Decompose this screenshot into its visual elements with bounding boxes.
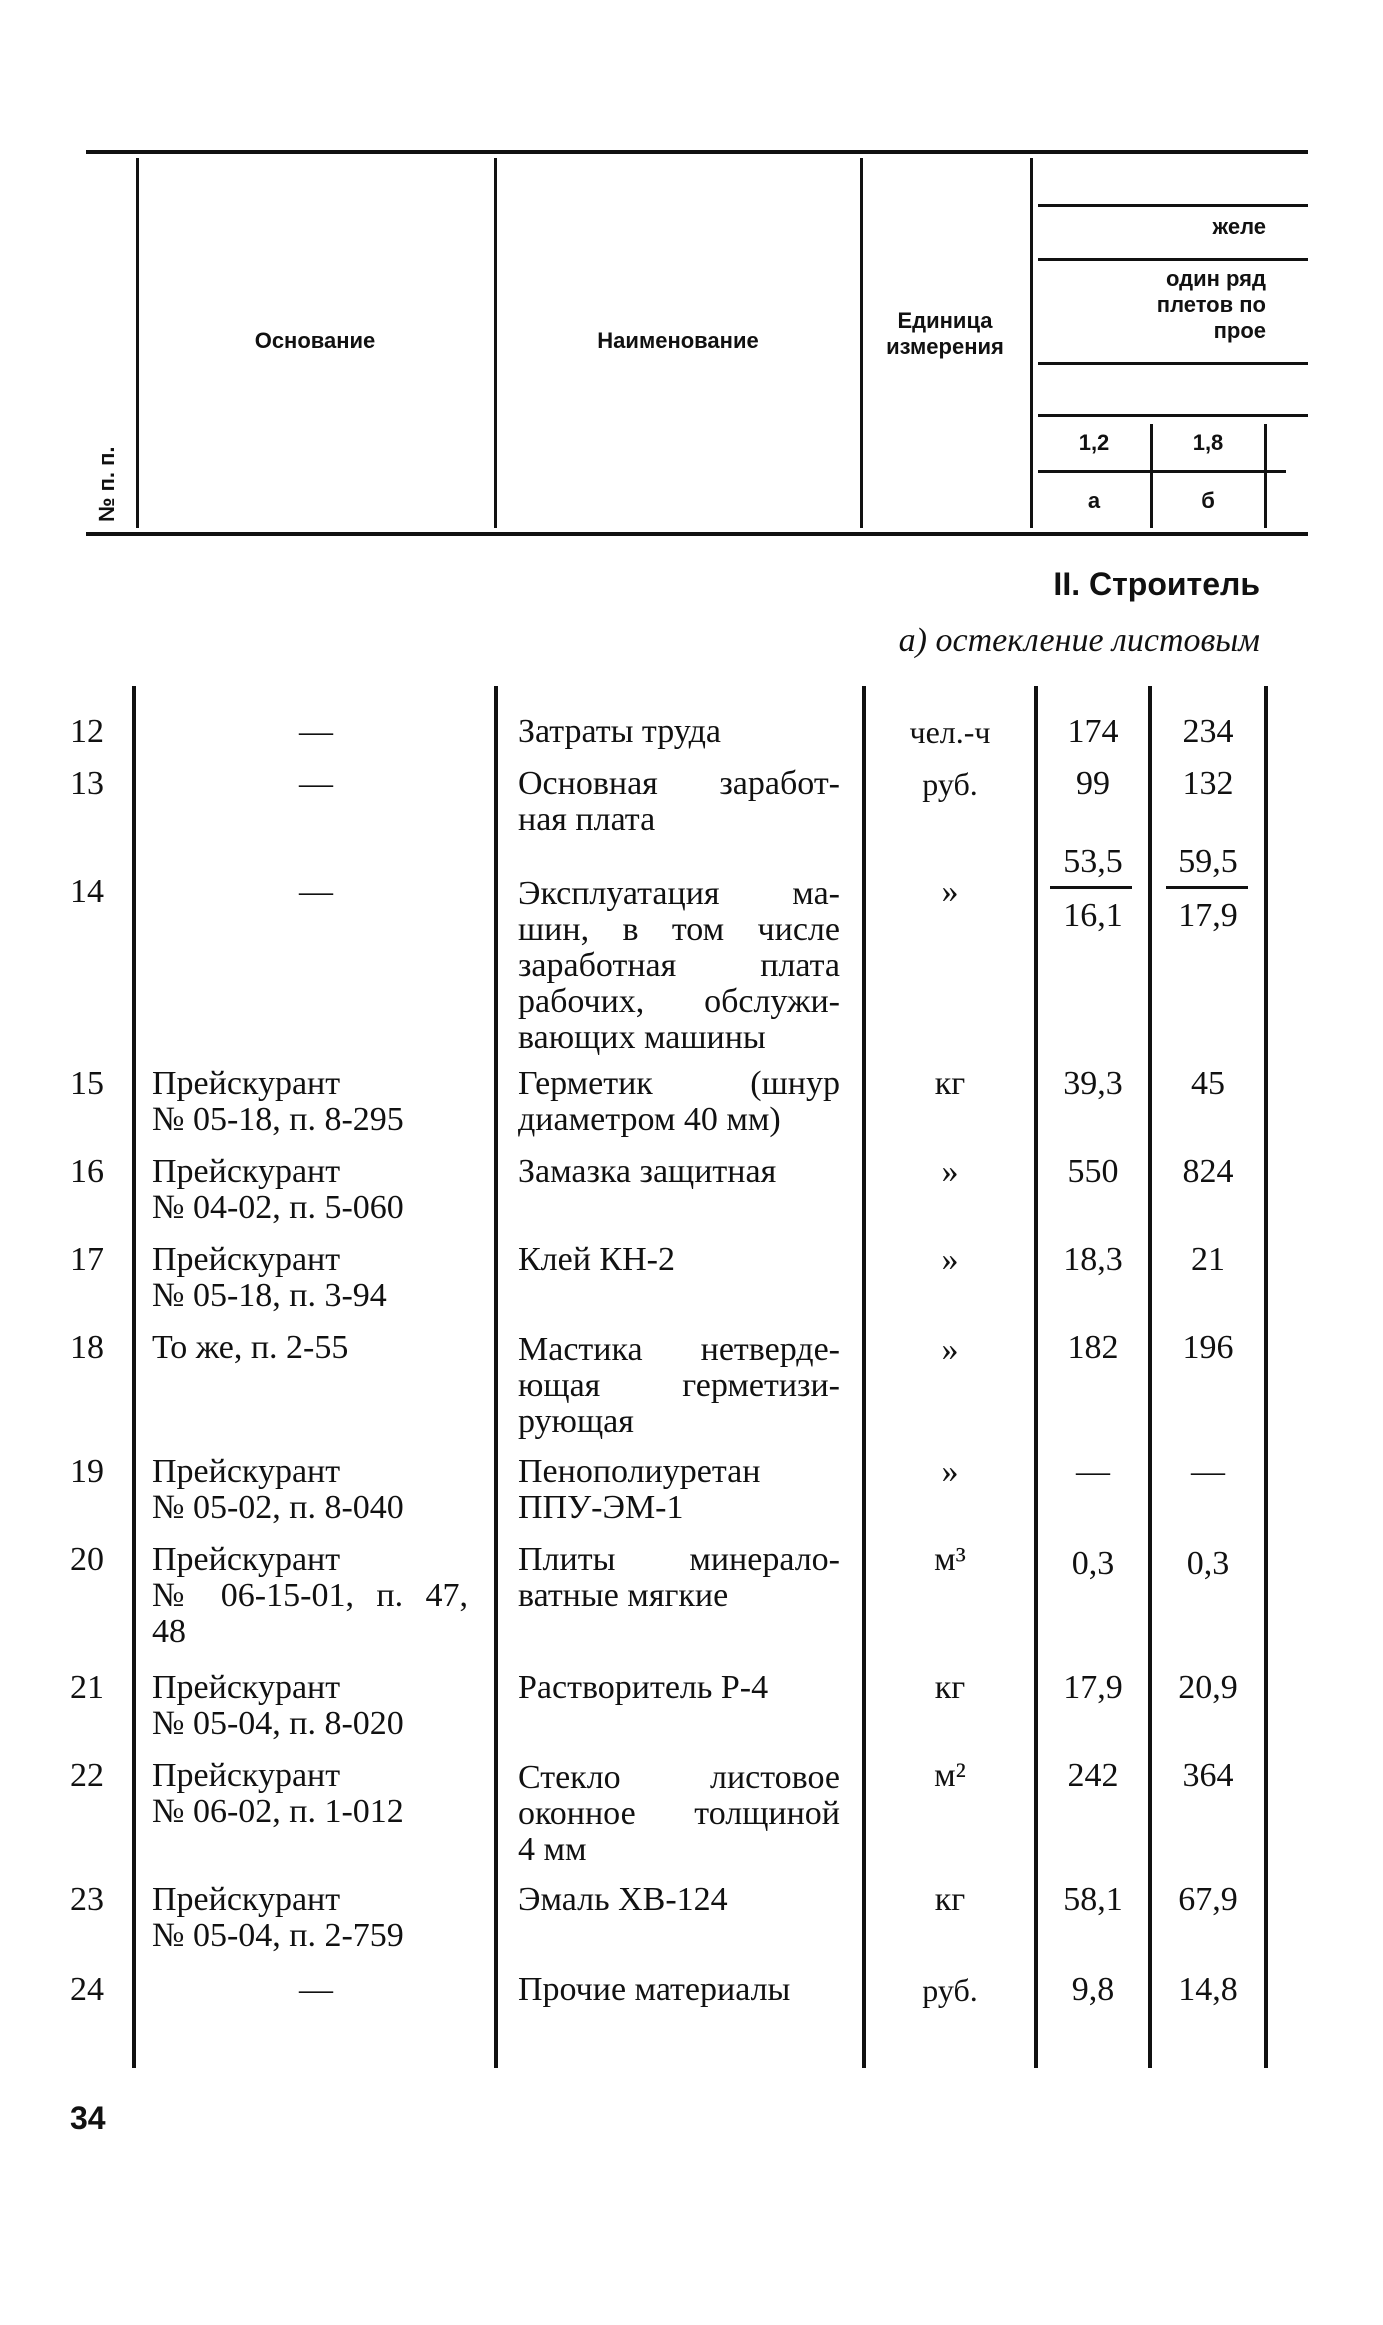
row-unit: » xyxy=(941,1453,959,1490)
row-basis: — xyxy=(299,713,333,750)
header-bottom-rule xyxy=(86,532,1308,536)
header-top-rule xyxy=(86,150,1308,154)
row-number: 16 xyxy=(70,1153,104,1190)
body-divider-3 xyxy=(862,686,866,2068)
row-basis: — xyxy=(299,765,333,802)
row-value-a-top: 53,5 xyxy=(1063,843,1123,880)
row-name: вающих машины xyxy=(518,1019,766,1056)
row-name: шин, в том числе xyxy=(518,911,840,948)
row-name: заработная плата xyxy=(518,947,840,984)
fraction-bar xyxy=(1166,886,1248,889)
row-name: Герметик (шнур xyxy=(518,1065,840,1102)
row-number: 21 xyxy=(70,1669,104,1706)
row-basis: № 05-02, п. 8-040 xyxy=(152,1489,404,1526)
row-value-b-top: 59,5 xyxy=(1178,843,1238,880)
row-number: 13 xyxy=(70,765,104,802)
body-divider-4 xyxy=(1034,686,1038,2068)
row-value-b: 196 xyxy=(1182,1329,1234,1366)
row-name: Мастика нетверде- xyxy=(518,1331,840,1368)
row-value-a: 174 xyxy=(1067,713,1119,750)
header-col-name: Наименование xyxy=(597,328,759,353)
row-value-b: 0,3 xyxy=(1186,1545,1230,1582)
row-name: Плиты минерало- xyxy=(518,1541,840,1578)
row-name: ватные мягкие xyxy=(518,1577,729,1614)
group-rule-3 xyxy=(1038,362,1308,365)
header-sub-b-letter: б xyxy=(1201,488,1215,513)
body-divider-5 xyxy=(1148,686,1152,2068)
row-number: 14 xyxy=(70,873,104,910)
row-basis: — xyxy=(299,873,333,910)
sub-divider-2 xyxy=(1264,424,1267,528)
row-value-a: 99 xyxy=(1076,765,1110,802)
page-number: 34 xyxy=(70,2100,106,2136)
row-value-a: 39,3 xyxy=(1063,1065,1123,1102)
body-divider-6 xyxy=(1264,686,1268,2068)
header-sub-a-value: 1,2 xyxy=(1078,430,1110,455)
row-name: Эксплуатация ма- xyxy=(518,875,840,912)
row-basis: Прейскурант xyxy=(152,1757,341,1794)
row-value-a-bottom: 16,1 xyxy=(1063,897,1123,934)
fraction-bar xyxy=(1050,886,1132,889)
row-basis: Прейскурант xyxy=(152,1541,341,1578)
row-basis: № 06-15-01, п. 47, xyxy=(152,1577,468,1614)
row-name: Растворитель Р-4 xyxy=(518,1669,769,1706)
section-subtitle: а) остекление листовым xyxy=(898,622,1260,659)
row-value-b: 132 xyxy=(1182,765,1234,802)
header-divider-1 xyxy=(136,158,139,528)
row-value-a: 58,1 xyxy=(1063,1881,1123,1918)
row-name: ППУ-ЭМ-1 xyxy=(518,1489,684,1526)
row-number: 19 xyxy=(70,1453,104,1490)
row-name: диаметром 40 мм) xyxy=(518,1101,781,1138)
row-basis: № 05-04, п. 8-020 xyxy=(152,1705,404,1742)
row-unit: » xyxy=(941,1241,959,1278)
row-name: 4 мм xyxy=(518,1831,587,1868)
row-basis: Прейскурант xyxy=(152,1881,341,1918)
row-name: Клей КН-2 xyxy=(518,1241,675,1278)
row-value-b: 67,9 xyxy=(1178,1881,1238,1918)
row-unit: кг xyxy=(934,1065,966,1102)
row-basis: — xyxy=(299,1971,333,2008)
row-basis: Прейскурант xyxy=(152,1065,341,1102)
row-name: Основная заработ- xyxy=(518,765,840,802)
row-value-b: 20,9 xyxy=(1178,1669,1238,1706)
row-basis: № 05-18, п. 8-295 xyxy=(152,1101,404,1138)
row-unit: руб. xyxy=(922,766,978,802)
row-name: Замазка защитная xyxy=(518,1153,777,1190)
row-unit: м² xyxy=(934,1757,966,1794)
row-unit: руб. xyxy=(922,1972,978,2008)
row-value-b-bottom: 17,9 xyxy=(1178,897,1238,934)
row-basis: № 06-02, п. 1-012 xyxy=(152,1793,404,1830)
row-value-b: — xyxy=(1191,1453,1225,1490)
header-group-top: желе xyxy=(1212,214,1266,239)
row-value-a: 9,8 xyxy=(1071,1971,1115,2008)
row-name: Пенополиуретан xyxy=(518,1453,761,1490)
header-divider-2 xyxy=(494,158,497,528)
row-name: Затраты труда xyxy=(518,713,722,750)
row-name: оконное толщиной xyxy=(518,1795,840,1832)
row-number: 15 xyxy=(70,1065,104,1102)
row-value-b: 364 xyxy=(1182,1757,1234,1794)
row-basis: Прейскурант xyxy=(152,1153,341,1190)
row-basis: Прейскурант xyxy=(152,1453,341,1490)
group-rule-4 xyxy=(1038,414,1308,417)
row-unit: кг xyxy=(934,1669,966,1706)
header-divider-3 xyxy=(860,158,863,528)
row-basis: 48 xyxy=(152,1613,186,1650)
header-sub-a-letter: а xyxy=(1087,488,1101,513)
row-name: Прочие материалы xyxy=(518,1971,791,2008)
row-basis: Прейскурант xyxy=(152,1669,341,1706)
section-title: II. Строитель xyxy=(1053,566,1260,602)
row-value-a: 182 xyxy=(1067,1329,1119,1366)
row-value-a: 17,9 xyxy=(1063,1669,1123,1706)
row-value-a: 550 xyxy=(1067,1153,1119,1190)
row-value-b: 45 xyxy=(1191,1065,1225,1102)
row-unit: » xyxy=(941,1331,959,1368)
row-name: рабочих, обслужи- xyxy=(518,983,840,1020)
row-value-b: 234 xyxy=(1182,713,1234,750)
row-number: 18 xyxy=(70,1329,104,1366)
row-name: Стекло листовое xyxy=(518,1759,840,1796)
body-divider-2 xyxy=(494,686,498,2068)
sub-rule xyxy=(1038,470,1286,473)
row-unit: кг xyxy=(934,1881,966,1918)
row-unit: чел.-ч xyxy=(909,714,991,750)
row-number: 17 xyxy=(70,1241,104,1278)
row-value-b: 14,8 xyxy=(1178,1971,1238,2008)
row-unit: » xyxy=(941,1153,959,1190)
header-divider-4 xyxy=(1030,158,1033,528)
row-number: 23 xyxy=(70,1881,104,1918)
row-value-a: 242 xyxy=(1067,1757,1119,1794)
row-value-b: 21 xyxy=(1191,1241,1225,1278)
row-name: рующая xyxy=(518,1403,634,1440)
row-basis: № 05-18, п. 3-94 xyxy=(152,1277,387,1314)
row-name: Эмаль ХВ-124 xyxy=(518,1881,728,1918)
header-group-sub: один ряд плетов по прое xyxy=(1156,266,1266,343)
row-basis: № 05-04, п. 2-759 xyxy=(152,1917,404,1954)
row-number: 12 xyxy=(70,713,104,750)
row-value-a: — xyxy=(1076,1453,1110,1490)
row-basis: № 04-02, п. 5-060 xyxy=(152,1189,404,1226)
row-number: 22 xyxy=(70,1757,104,1794)
row-value-a: 0,3 xyxy=(1071,1545,1115,1582)
header-col-basis: Основание xyxy=(254,328,376,353)
row-value-a: 18,3 xyxy=(1063,1241,1123,1278)
group-rule-1 xyxy=(1038,204,1308,207)
row-number: 24 xyxy=(70,1971,104,2008)
row-basis: Прейскурант xyxy=(152,1241,341,1278)
row-name: ная плата xyxy=(518,801,656,838)
row-unit: » xyxy=(941,873,959,910)
row-name: ющая герметизи- xyxy=(518,1367,840,1404)
body-divider-1 xyxy=(132,686,136,2068)
row-number: 20 xyxy=(70,1541,104,1578)
header-sub-b-value: 1,8 xyxy=(1192,430,1224,455)
row-value-b: 824 xyxy=(1182,1153,1234,1190)
header-col-unit: Единица измерения xyxy=(886,308,1004,359)
row-basis: То же, п. 2-55 xyxy=(152,1329,349,1366)
group-rule-2 xyxy=(1038,258,1308,261)
row-unit: м³ xyxy=(934,1541,966,1578)
header-col-num: № п. п. xyxy=(94,446,119,522)
